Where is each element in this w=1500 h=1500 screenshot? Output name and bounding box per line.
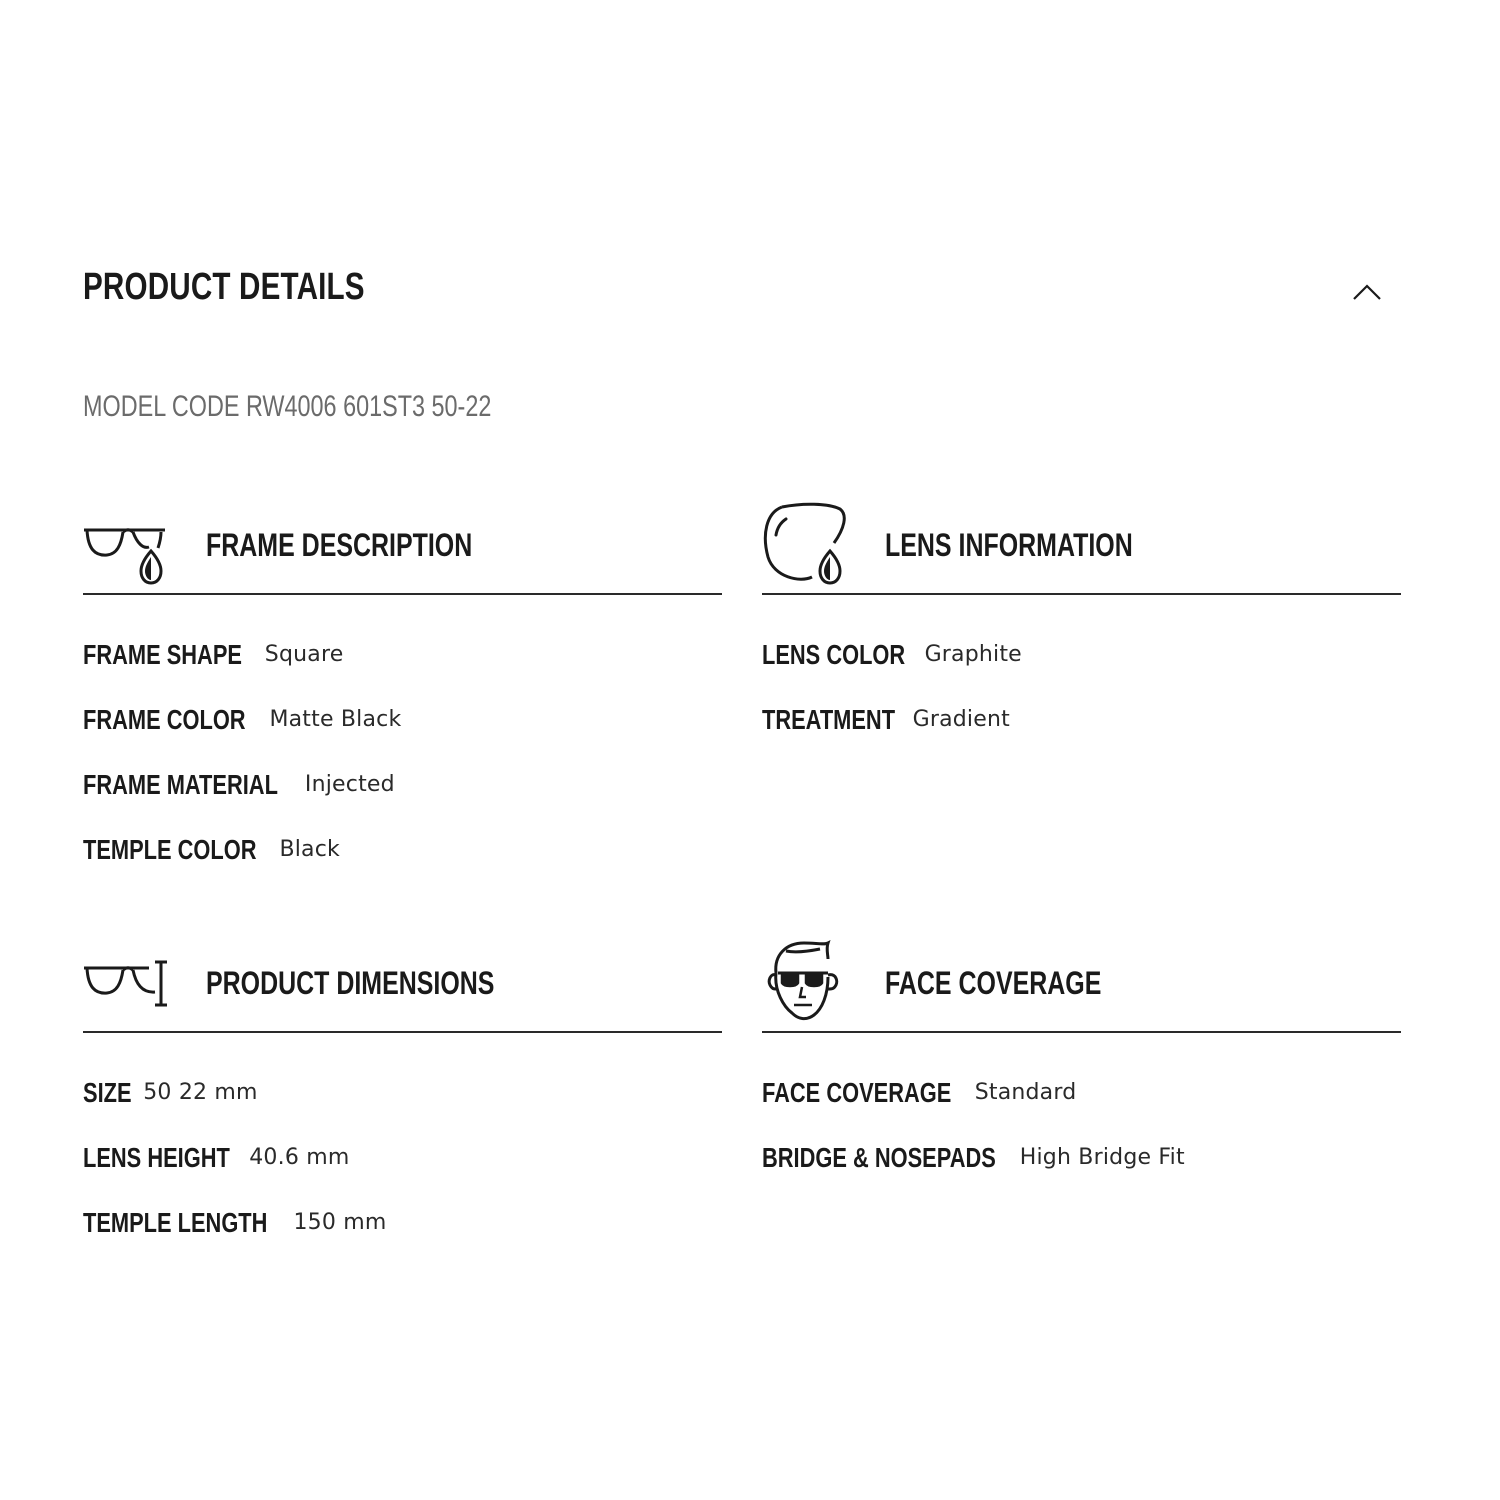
detail-row	[762, 1077, 1401, 1142]
section-header	[83, 931, 722, 1033]
detail-list	[83, 1033, 722, 1272]
detail-list	[762, 595, 1401, 769]
detail-label: TREATMENT	[762, 704, 896, 735]
detail-row	[83, 1207, 722, 1272]
detail-row	[762, 639, 1401, 704]
detail-value: Matte Black	[269, 707, 402, 732]
section-title	[206, 965, 576, 1002]
collapse-toggle-button[interactable]	[1349, 277, 1385, 305]
detail-label: FRAME SHAPE	[83, 639, 242, 670]
detail-value: Black	[279, 837, 340, 862]
detail-value: Standard	[974, 1080, 1077, 1105]
detail-list	[83, 595, 722, 899]
section-header	[762, 493, 1401, 595]
lens-drop-icon	[762, 499, 848, 585]
section-product-dimensions	[83, 931, 722, 1272]
section-header	[83, 493, 722, 595]
face-glasses-icon	[762, 937, 848, 1023]
detail-label: LENS HEIGHT	[83, 1142, 230, 1173]
detail-value: Injected	[304, 772, 395, 797]
detail-row	[762, 704, 1401, 769]
section-header	[762, 931, 1401, 1033]
detail-label: FRAME MATERIAL	[83, 769, 278, 800]
section-title-text: PRODUCT DIMENSIONS	[206, 965, 495, 1001]
detail-value: High Bridge Fit	[1019, 1145, 1185, 1170]
section-title-text: LENS INFORMATION	[885, 527, 1133, 563]
section-face-coverage	[762, 931, 1401, 1207]
detail-row	[83, 639, 722, 704]
section-title	[885, 965, 1162, 1002]
detail-row	[762, 1142, 1401, 1207]
detail-value: Gradient	[912, 707, 1010, 732]
detail-label: LENS COLOR	[762, 639, 906, 670]
detail-row	[83, 834, 722, 899]
glasses-ruler-icon	[83, 937, 169, 1023]
detail-value: 150 mm	[293, 1210, 387, 1235]
detail-label: SIZE	[83, 1077, 132, 1108]
page-title	[83, 266, 444, 309]
section-title-text: FACE COVERAGE	[885, 965, 1102, 1001]
section-title-text: FRAME DESCRIPTION	[206, 527, 473, 563]
detail-label: FACE COVERAGE	[762, 1077, 952, 1108]
detail-value: 40.6 mm	[249, 1145, 350, 1170]
detail-label: FRAME COLOR	[83, 704, 246, 735]
page-title-text: PRODUCT DETAILS	[83, 266, 365, 308]
frame-drop-icon	[83, 499, 169, 585]
detail-row	[83, 704, 722, 769]
model-code-text: MODEL CODE RW4006 601ST3 50-22	[83, 390, 492, 423]
detail-label: BRIDGE & NOSEPADS	[762, 1142, 996, 1173]
detail-value: Square	[264, 642, 344, 667]
detail-list	[762, 1033, 1401, 1207]
chevron-up-icon	[1349, 277, 1385, 305]
model-code	[83, 390, 607, 424]
detail-row	[83, 1142, 722, 1207]
detail-value: Graphite	[924, 642, 1022, 667]
section-title	[206, 527, 547, 564]
detail-value: 50 22 mm	[143, 1080, 258, 1105]
detail-row	[83, 1077, 722, 1142]
section-lens-information	[762, 493, 1401, 769]
detail-label: TEMPLE COLOR	[83, 834, 257, 865]
detail-label: TEMPLE LENGTH	[83, 1207, 268, 1238]
section-title	[885, 527, 1203, 564]
detail-row	[83, 769, 722, 834]
section-frame-description	[83, 493, 722, 899]
